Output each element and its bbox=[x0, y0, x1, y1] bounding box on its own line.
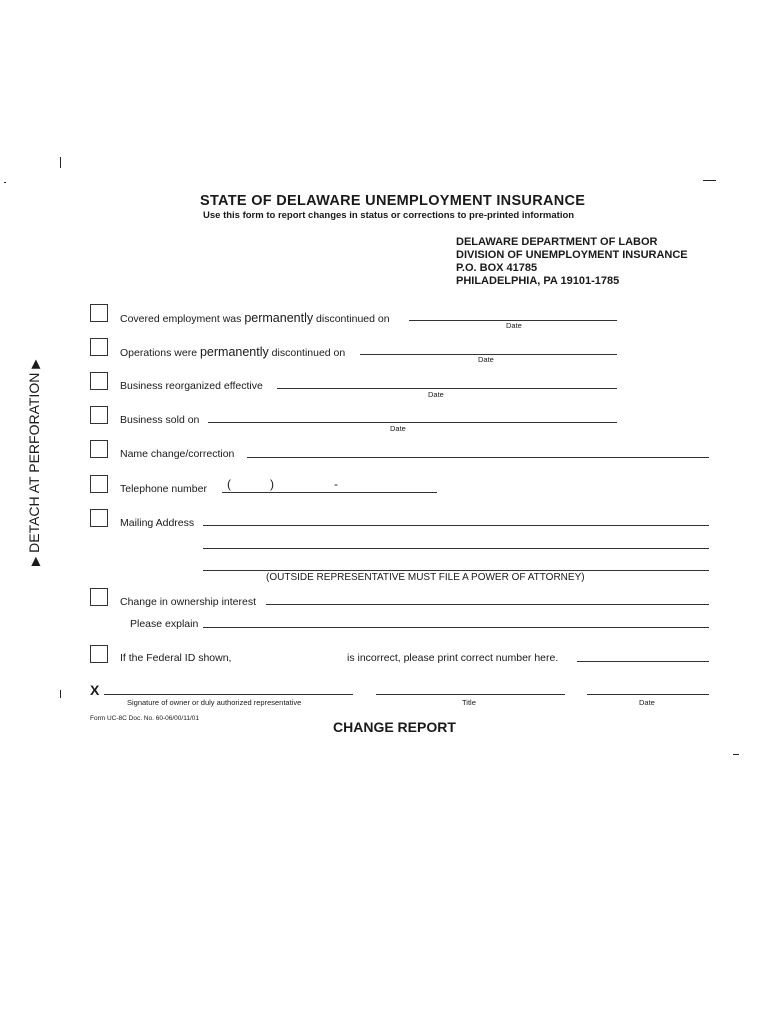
date-caption: Date bbox=[639, 698, 655, 707]
ownership-change-label: Change in ownership interest bbox=[120, 596, 256, 608]
permanently-handwritten: permanently bbox=[244, 311, 314, 325]
registration-mark bbox=[703, 180, 716, 181]
arrow-right-icon: ▶ bbox=[28, 556, 42, 566]
registration-mark bbox=[60, 690, 61, 698]
ownership-change-line[interactable] bbox=[266, 604, 709, 605]
registration-mark bbox=[4, 182, 6, 183]
ownership-change-checkbox[interactable] bbox=[90, 588, 108, 606]
address-line-3: P.O. BOX 41785 bbox=[456, 262, 538, 274]
telephone-checkbox[interactable] bbox=[90, 475, 108, 493]
address-line-2: DIVISION OF UNEMPLOYMENT INSURANCE bbox=[456, 249, 688, 261]
please-explain-label: Please explain bbox=[130, 618, 199, 630]
business-sold-date-line[interactable] bbox=[208, 422, 617, 423]
permanently-handwritten: permanently bbox=[199, 345, 269, 359]
signature-line[interactable] bbox=[104, 694, 353, 695]
detach-text: DETACH AT PERFORATION bbox=[26, 372, 42, 553]
power-of-attorney-note: (OUTSIDE REPRESENTATIVE MUST FILE A POWER OF ATTORNEY) bbox=[266, 572, 585, 583]
title-caption: Title bbox=[462, 698, 476, 707]
mailing-address-line-3[interactable] bbox=[203, 570, 709, 571]
form-title: STATE OF DELAWARE UNEMPLOYMENT INSURANCE bbox=[200, 193, 586, 209]
mailing-address-line-2[interactable] bbox=[203, 548, 709, 549]
date-caption: Date bbox=[478, 355, 494, 364]
name-change-line[interactable] bbox=[247, 457, 709, 458]
mailing-address-line-1[interactable] bbox=[203, 525, 709, 526]
operations-checkbox[interactable] bbox=[90, 338, 108, 356]
address-line-4: PHILADELPHIA, PA 19101-1785 bbox=[456, 275, 620, 287]
business-reorganized-label: Business reorganized effective bbox=[120, 380, 263, 392]
signature-x-mark: X bbox=[90, 682, 100, 698]
title-line[interactable] bbox=[376, 694, 565, 695]
mailing-address-label: Mailing Address bbox=[120, 517, 195, 529]
date-caption: Date bbox=[506, 321, 522, 330]
phone-close-paren: ) bbox=[270, 477, 274, 491]
registration-mark bbox=[60, 157, 61, 168]
date-caption: Date bbox=[428, 390, 444, 399]
business-reorganized-date-line[interactable] bbox=[277, 388, 617, 389]
mailing-address-block bbox=[456, 236, 688, 288]
detach-at-perforation-label bbox=[26, 360, 42, 566]
federal-id-label: If the Federal ID shown, bbox=[120, 652, 232, 664]
telephone-label: Telephone number bbox=[120, 483, 207, 495]
please-explain-line[interactable] bbox=[203, 627, 709, 628]
phone-dash: - bbox=[334, 477, 338, 491]
phone-open-paren: ( bbox=[227, 477, 231, 491]
operations-label: Operations were permanently discontinued on bbox=[120, 345, 346, 359]
name-change-label: Name change/correction bbox=[120, 448, 235, 460]
form-number: Form UC-8C Doc. No. 60-06/00/11/01 bbox=[90, 715, 199, 722]
signature-caption: Signature of owner or duly authorized representative bbox=[127, 698, 302, 707]
federal-id-checkbox[interactable] bbox=[90, 645, 108, 663]
change-report-title: CHANGE REPORT bbox=[333, 719, 456, 735]
business-sold-checkbox[interactable] bbox=[90, 406, 108, 424]
signature-date-line[interactable] bbox=[587, 694, 709, 695]
business-sold-label: Business sold on bbox=[120, 414, 200, 426]
registration-mark bbox=[733, 754, 739, 755]
federal-id-incorrect-label: is incorrect, please print correct number here. bbox=[347, 652, 559, 664]
covered-employment-label: Covered employment was permanently discontinued on bbox=[120, 311, 390, 325]
business-reorganized-checkbox[interactable] bbox=[90, 372, 108, 390]
date-caption: Date bbox=[390, 424, 406, 433]
mailing-address-checkbox[interactable] bbox=[90, 509, 108, 527]
covered-employment-checkbox[interactable] bbox=[90, 304, 108, 322]
federal-id-line[interactable] bbox=[577, 661, 709, 662]
arrow-right-icon: ▶ bbox=[28, 359, 42, 369]
form-subtitle: Use this form to report changes in status or corrections to pre-printed information bbox=[203, 210, 575, 221]
name-change-checkbox[interactable] bbox=[90, 440, 108, 458]
address-line-1: DELAWARE DEPARTMENT OF LABOR bbox=[456, 236, 658, 248]
telephone-line[interactable] bbox=[222, 492, 437, 493]
